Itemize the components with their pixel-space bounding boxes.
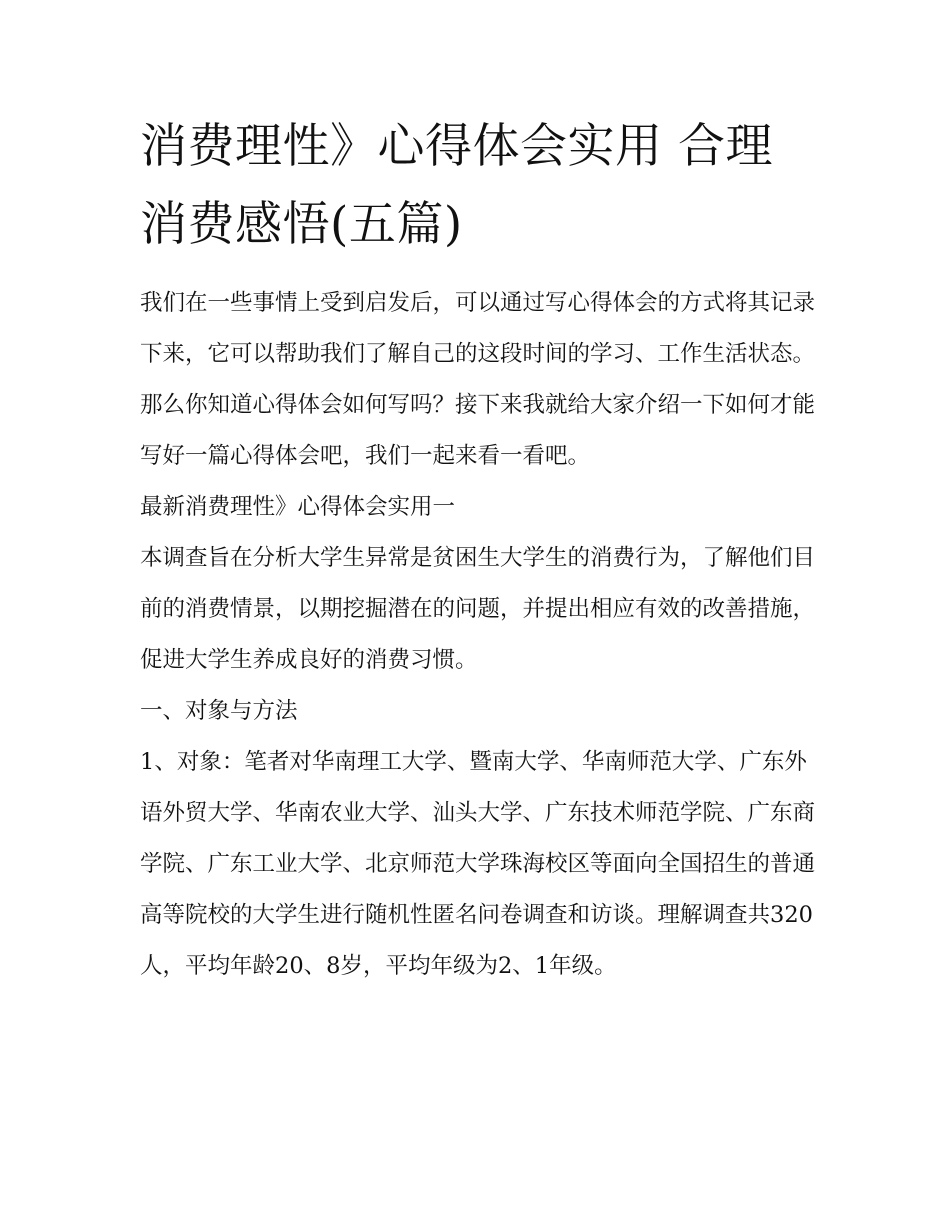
document-title: 消费理性》心得体会实用 合理消费感悟(五篇) [140,119,773,252]
body-paragraph: 本调查旨在分析大学生异常是贫困生大学生的消费行为，了解他们目前的消费情景，以期挖掘潜在的问题，并提出相应有效的改善措施，促进大学生养成良好的消费习惯。 [140,545,816,673]
document-body [140,278,816,992]
intro-paragraph: 我们在一些事情上受到启发后，可以通过写心得体会的方式将其记录下来，它可以帮助我们了解自己的这段时间的学习、工作生活状态。那么你知道心得体会如何写吗？接下来我就给大家介绍一下如何才能写好一篇心得体会吧，我们一起来看一看吧。 [140,290,816,469]
body-paragraph: 1、对象：笔者对华南理工大学、暨南大学、华南师范大学、广东外语外贸大学、华南农业大学、汕头大学、广东技术师范学院、广东商学院、广东工业大学、北京师范大学珠海校区等面向全国招生的普通高等院校的大学生进行随机性匿名问卷调查和访谈。理解调查共320人，平均年龄20、8岁，平均年级为2、1年级。 [140,749,816,979]
section-heading: 最新消费理性》心得体会实用一 [140,494,456,520]
subsection-heading: 一、对象与方法 [140,698,298,724]
